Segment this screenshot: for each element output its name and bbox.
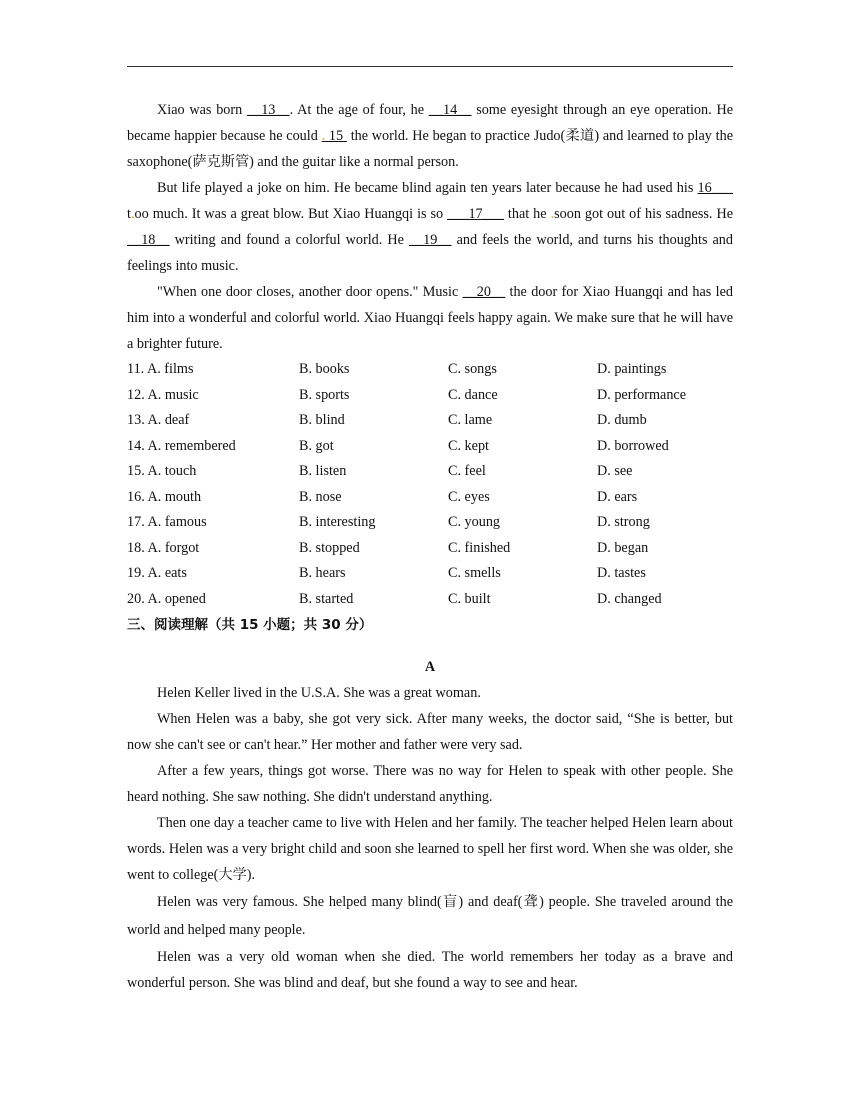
option-b: B. books bbox=[299, 361, 350, 377]
blank-16: 16___ bbox=[697, 180, 733, 196]
option-row-14 bbox=[127, 434, 733, 460]
option-row-15 bbox=[127, 459, 733, 485]
text-run: But life played a joke on him. He became blind again ten years later because he had used his bbox=[157, 180, 698, 196]
option-d: D. see bbox=[597, 463, 633, 479]
option-c: C. smells bbox=[448, 565, 501, 581]
options-table bbox=[127, 357, 733, 612]
option-c: C. songs bbox=[448, 361, 497, 377]
text-run: oo much. It was a great blow. But Xiao Huangqi is so bbox=[134, 206, 448, 222]
option-a: 13. A. deaf bbox=[127, 412, 190, 428]
text-run: soon got out of his sadness. He bbox=[554, 206, 733, 222]
option-b: B. hears bbox=[299, 565, 346, 581]
option-d: D. tastes bbox=[597, 565, 646, 581]
option-row-18 bbox=[127, 536, 733, 562]
passage-title: A bbox=[424, 659, 436, 675]
option-d: D. ears bbox=[597, 488, 638, 505]
option-a: 18. A. forgot bbox=[127, 539, 200, 556]
mark-dot: . bbox=[130, 206, 135, 222]
option-b: B. nose bbox=[299, 488, 342, 505]
option-c: C. finished bbox=[448, 539, 511, 556]
option-d: D. strong bbox=[597, 514, 650, 530]
option-a: 16. A. mouth bbox=[127, 488, 202, 505]
passage-paragraph: After a few years, things got worse. There was no way for Helen to speak with other people. She heard nothing. She saw nothing. She didn't understand anything. bbox=[127, 763, 733, 805]
option-b: B. got bbox=[299, 437, 334, 454]
option-b: B. interesting bbox=[299, 514, 376, 530]
blank-14: __14__ bbox=[428, 102, 472, 118]
text-run: that he bbox=[503, 206, 551, 222]
option-row-12 bbox=[127, 383, 733, 409]
text-run: . At the age of four, he bbox=[289, 102, 429, 118]
blank-18: __18__ bbox=[127, 232, 170, 248]
text-run: t bbox=[127, 206, 131, 222]
text-run: and feels the world, and turns his thoughts and feelings into music. bbox=[127, 232, 733, 274]
option-d: D. began bbox=[597, 539, 649, 556]
option-d: D. paintings bbox=[597, 361, 667, 377]
text-run: the world. He began to practice Judo(柔道) and learned to play the saxophone(萨克斯管) and the guitar like a normal person. bbox=[127, 128, 734, 170]
passage-paragraph: Helen was a very old woman when she died. The world remembers her today as a brave and wonderful person. She was blind and deaf, but she found a way to see and hear. bbox=[127, 949, 733, 991]
option-c: C. eyes bbox=[448, 488, 490, 505]
option-c: C. lame bbox=[448, 412, 493, 428]
text-run: "When one door closes, another door opens." Music bbox=[157, 284, 463, 300]
option-d: D. changed bbox=[597, 590, 662, 607]
option-row-16 bbox=[127, 485, 733, 511]
cloze-paragraph-2 bbox=[127, 175, 733, 279]
text-run: the door for Xiao Huangqi and has led him into a wonderful and colorful world. Xiao Huangqi feels happy again. We make sure that he will have a brighter future. bbox=[127, 284, 733, 352]
passage-paragraph: Helen Keller lived in the U.S.A. She was a great woman. bbox=[157, 685, 481, 701]
passage-paragraph: When Helen was a baby, she got very sick. After many weeks, the doctor said, “She is better, but now she can't see or can't hear.” Her mother and father were very sad. bbox=[127, 711, 733, 753]
option-row-17 bbox=[127, 510, 733, 536]
option-b: B. stopped bbox=[299, 539, 360, 556]
blank-15-label: 15 bbox=[325, 128, 347, 144]
option-row-11 bbox=[127, 357, 733, 383]
option-a: 15. A. touch bbox=[127, 463, 197, 479]
option-c: C. feel bbox=[448, 463, 486, 479]
option-a: 14. A. remembered bbox=[127, 437, 236, 454]
mark-dot: . bbox=[550, 206, 555, 222]
option-d: D. borrowed bbox=[597, 437, 669, 454]
blank-20: __20__ bbox=[462, 284, 506, 300]
passage-paragraph: Helen was very famous. She helped many blind(盲) and deaf(聋) people. She traveled around the world and helped many people. bbox=[127, 894, 733, 938]
option-a: 19. A. eats bbox=[127, 565, 187, 581]
section-heading: 三、阅读理解（共 15 小题；共 30 分） bbox=[127, 617, 373, 633]
option-d: D. dumb bbox=[597, 412, 647, 428]
option-d: D. performance bbox=[597, 386, 687, 403]
option-b: B. listen bbox=[299, 463, 347, 479]
text-run: writing and found a colorful world. He bbox=[169, 232, 409, 248]
cloze-paragraph-3 bbox=[127, 279, 733, 357]
option-c: C. dance bbox=[448, 386, 498, 403]
option-a: 12. A. music bbox=[127, 386, 199, 403]
option-c: C. kept bbox=[448, 437, 489, 454]
option-c: C. built bbox=[448, 590, 491, 607]
option-row-13 bbox=[127, 408, 733, 434]
blank-17: ___17___ bbox=[447, 206, 504, 222]
text-run: Xiao was born bbox=[157, 102, 247, 118]
option-row-20 bbox=[127, 587, 733, 613]
document-body bbox=[127, 97, 733, 996]
option-c: C. young bbox=[448, 514, 501, 530]
cloze-paragraph-1 bbox=[127, 97, 733, 175]
option-a: 20. A. opened bbox=[127, 590, 206, 607]
option-b: B. started bbox=[299, 590, 354, 607]
option-b: B. sports bbox=[299, 386, 350, 403]
text-run: some eyesight through an eye operation. He became happier because he could bbox=[127, 102, 733, 144]
option-a: 17. A. famous bbox=[127, 514, 207, 530]
blank-15 bbox=[322, 128, 347, 144]
option-b: B. blind bbox=[299, 412, 345, 428]
blank-13: __13__ bbox=[247, 102, 290, 118]
mark-dot: . bbox=[321, 128, 326, 144]
header-rule bbox=[127, 66, 733, 67]
passage-paragraph: Then one day a teacher came to live with Helen and her family. The teacher helped Helen learn about words. Helen was a very bright child and soon she learned to spell her first word. When she was older, she went to college(大学). bbox=[127, 815, 733, 883]
option-a: 11. A. films bbox=[127, 361, 194, 377]
option-row-19 bbox=[127, 561, 733, 587]
blank-19: __19__ bbox=[408, 232, 452, 248]
